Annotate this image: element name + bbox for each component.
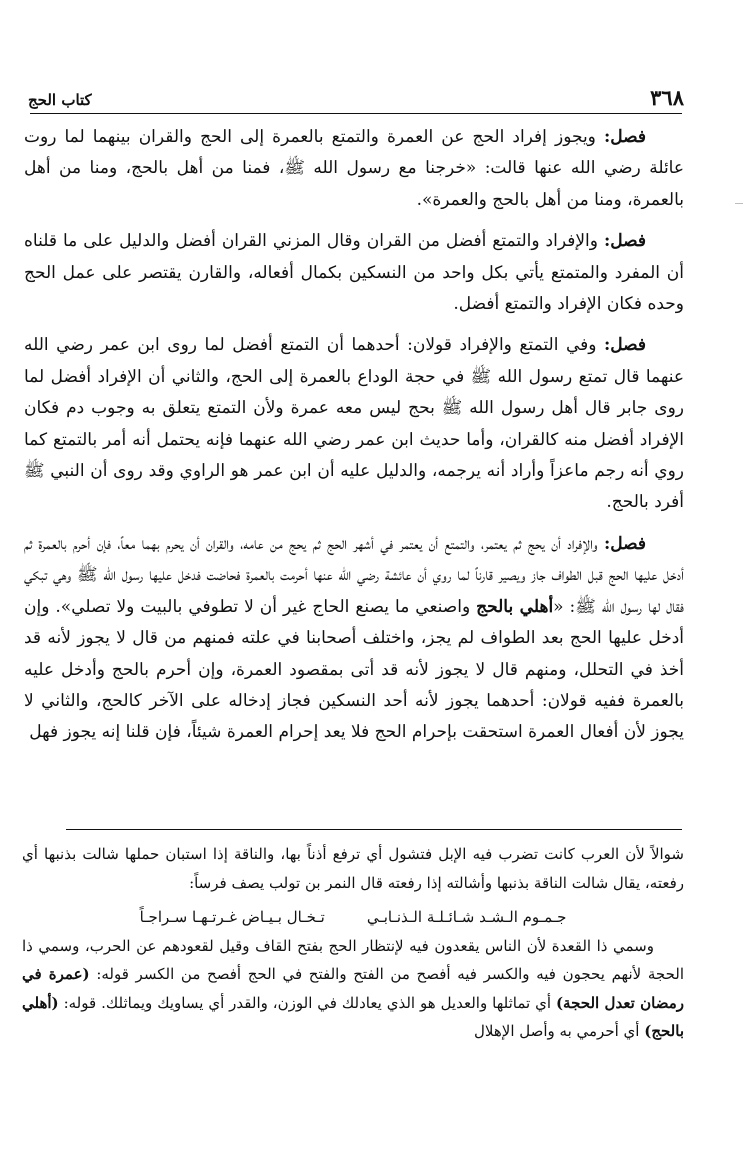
paragraph-text: ويجوز إفراد الحج عن العمرة والتمتع بالعمرة إلى الحج والقران بينهما لما روت عائلة رضي الله عنها قالت: «خرجنا مع رسول الله ﷺ، فمنا من أهل بالحج، ومنا من أهل بالعمرة، ومنا من أهل بالحج والعمرة». <box>24 127 684 210</box>
paragraph <box>24 122 684 216</box>
section-heading: فصل: <box>603 335 646 356</box>
section-heading: فصل: <box>603 231 647 252</box>
header-rule <box>30 113 682 114</box>
main-text <box>24 122 684 759</box>
book-title: كتاب الحج <box>28 91 92 109</box>
paragraph-text: والإفراد والتمتع أفضل من القران وقال المزني القران أفضل والدليل على ما قلناه أن المفرد والمتمتع يأتي بكل واحد من النسكين بكمال أفعاله، والقارن يقتصر على عمل الحج وحده فكان الإفراد والتمتع أفضل. <box>24 231 684 315</box>
page-number: ٣٦٨ <box>650 85 684 110</box>
scan-edge-mark <box>735 203 743 204</box>
paragraph-text: وفي التمتع والإفراد قولان: أحدهما أن التمتع أفضل لما روى ابن عمر رضي الله عنهما قال تمتع رسول الله ﷺ في حجة الوداع بالعمرة إلى الحج، والثاني أن الإفراد أفضل لما روى جابر قال أهل رسول الله ﷺ بحج ليس معه عمرة ولأن التمتع يتعلق به وجوب دم فكان الإفراد أفضل منه كالقران، وأما حديث ابن عمر رضي الله عنهما فإنه يحتمل أنه أمر بالتمتع كما روي أنه رجم ماعزاً وأراد أنه يرجمه، والدليل عليه أن ابن عمر هو الراوي وقد روى أن النبي ﷺ أفرد بالحج. <box>24 335 684 513</box>
paragraph <box>24 226 684 320</box>
footnote-segment: أي أحرمي به وأصل الإهلال <box>474 1022 645 1040</box>
footnote-separator <box>66 829 682 830</box>
footnote-segment: أي تماثلها والعديل هو الذي يعادلك في الوزن، والقدر أي يساويك ويماثلك. قوله: <box>58 993 556 1012</box>
paragraph <box>24 330 684 518</box>
page-header <box>28 82 684 108</box>
footnote-continuation: شوالاً لأن العرب كانت تضرب فيه الإبل فتشول أي ترفع أذناً بها، والناقة إذا استبان حملها شالت بذنبها أي رفعته، يقال شالت الناقة بذنبها وأشالته إذا رفعته قال النمر بن تولب يصف فرساً: <box>22 845 684 892</box>
paragraph-text: والإفراد أن يحج ثم يعتمر، والتمتع أن يعتمر في أشهر الحج ثم يحج من عامه، والقران أن يحرم بهما معاً، فإن أحرم بالعمرة ثم أدخل عليها الحج قبل الطواف جاز ويصير قارناً لما روي أن عائشة رضي الله عنها أحرمت بالعمرة فحاضت فدخل عليها رسول الله ﷺ وهي تبكي فقال لها رسول الله ﷺ: « <box>24 533 684 617</box>
poetry-verse <box>22 903 684 932</box>
footnote-text <box>22 932 684 1046</box>
verse-hemistich-left: تـخـال بـيـاض غـرتـهـا سـراجـاً <box>139 908 325 926</box>
footnote-bold-quote: (أهلي بالحج) <box>22 993 684 1040</box>
footnote-segment: وسمي ذا القعدة لأن الناس يقعدون فيه لإنتظار الحج بفتح القاف وقيل لقعودهم عن الحرب، وسمي ذا الحجة لأنهم يحجون فيه والكسر فيه أفصح من الفتح والفتح في الحج أفصح من الكسر قوله: <box>22 936 685 983</box>
footnote-bold-quote: (عمرة في رمضان تعدل الحجة) <box>22 965 684 1012</box>
section-heading: فصل: <box>603 127 647 147</box>
hadith-quote: أهلي بالحج <box>476 596 554 617</box>
verse-hemistich-right: جـمـوم الـشـد شـائـلـة الـذنـابـي <box>366 908 567 926</box>
section-heading: فصل: <box>603 533 646 554</box>
paragraph-text: واصنعي ما يصنع الحاج غير أن لا تطوفي بالبيت ولا تصلي». وإن أدخل عليها الحج بعد الطواف لم يجز، واختلف أصحابنا في علته فمنهم من قال لا يجوز لأنه قد أخذ في التحلل، ومنهم قال لا يجوز لأنه قد أتى بمقصود العمرة، وإن أحرم بالحج وأدخل عليه بالعمرة ففيه قولان: أحدهما يجوز لأنه أحد النسكين فجاز إدخاله على الآخر كالحج، والثاني لا يجوز لأن أفعال العمرة استحقت بإحرام الحج فلا يعد إحرام العمرة شيئاً، فإن قلنا إنه يجوز فهل <box>24 596 684 743</box>
paragraph <box>24 529 684 749</box>
footnotes <box>22 840 684 1046</box>
